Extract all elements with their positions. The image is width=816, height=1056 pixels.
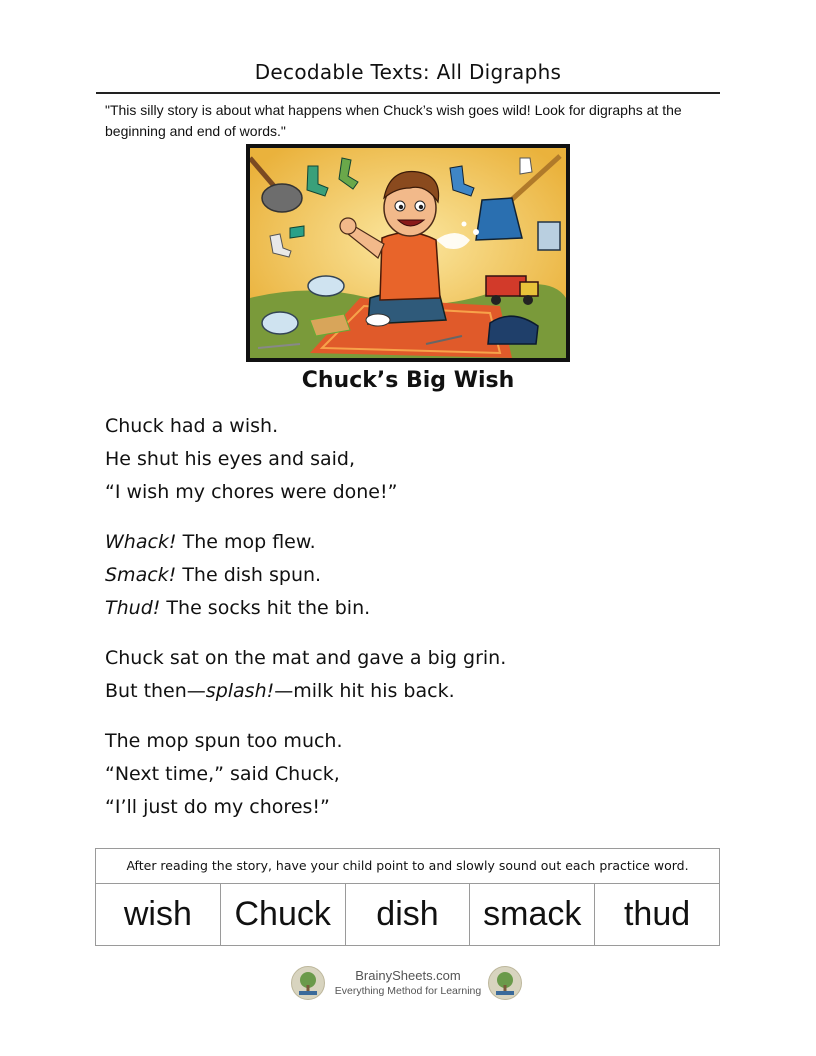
stanza [105,410,725,509]
story-intro: "This silly story is about what happens when Chuck’s wish goes wild! Look for digraphs at the beginning and end of words." [105,102,682,139]
story-line [105,592,725,625]
title-divider [96,92,720,94]
story-title: Chuck’s Big Wish [301,368,515,393]
practice-word: wish [96,884,221,946]
story-line-text: But then— [105,680,206,702]
stanza [105,725,725,824]
brainysheets-logo [291,966,325,1000]
page-title: Decodable Texts: All Digraphs [254,60,562,84]
story-line: The mop spun too much. [105,730,343,752]
story-line: “I’ll just do my chores!” [105,796,330,818]
story-illustration [246,144,570,362]
practice-word: Chuck [221,884,346,946]
story-line: “Next time,” said Chuck, [105,763,340,785]
footer-tagline: Everything Method for Learning [334,985,482,997]
onomatopoeia: Thud! [105,597,161,619]
story-line [105,526,725,559]
story-line: Chuck sat on the mat and gave a big grin. [105,647,507,669]
footer-site-name: BrainySheets.com [355,968,461,983]
brainysheets-logo [488,966,522,1000]
story-line-text: The socks hit the bin. [160,597,371,619]
onomatopoeia: Smack! [105,564,177,586]
onomatopoeia: Whack! [105,531,177,553]
stanza [105,526,725,625]
story-line-text: The dish spun. [176,564,322,586]
story-line-text: —milk hit his back. [274,680,455,702]
story-line-text: The mop flew. [176,531,316,553]
practice-words-table [95,848,720,946]
practice-instructions: After reading the story, have your child point to and slowly sound out each practice word. [96,849,719,884]
practice-word: smack [470,884,595,946]
footer-branding [330,968,486,998]
practice-word: thud [623,895,691,933]
onomatopoeia: splash! [205,680,275,702]
story-text [105,410,725,841]
story-line: He shut his eyes and said, [105,448,356,470]
footer [0,964,816,1004]
story-line: “I wish my chores were done!” [105,481,398,503]
practice-words-row [96,884,719,946]
practice-word: dish [346,884,471,946]
story-line: Chuck had a wish. [105,415,279,437]
stanza [105,642,725,708]
story-line [105,675,725,708]
story-line [105,559,725,592]
